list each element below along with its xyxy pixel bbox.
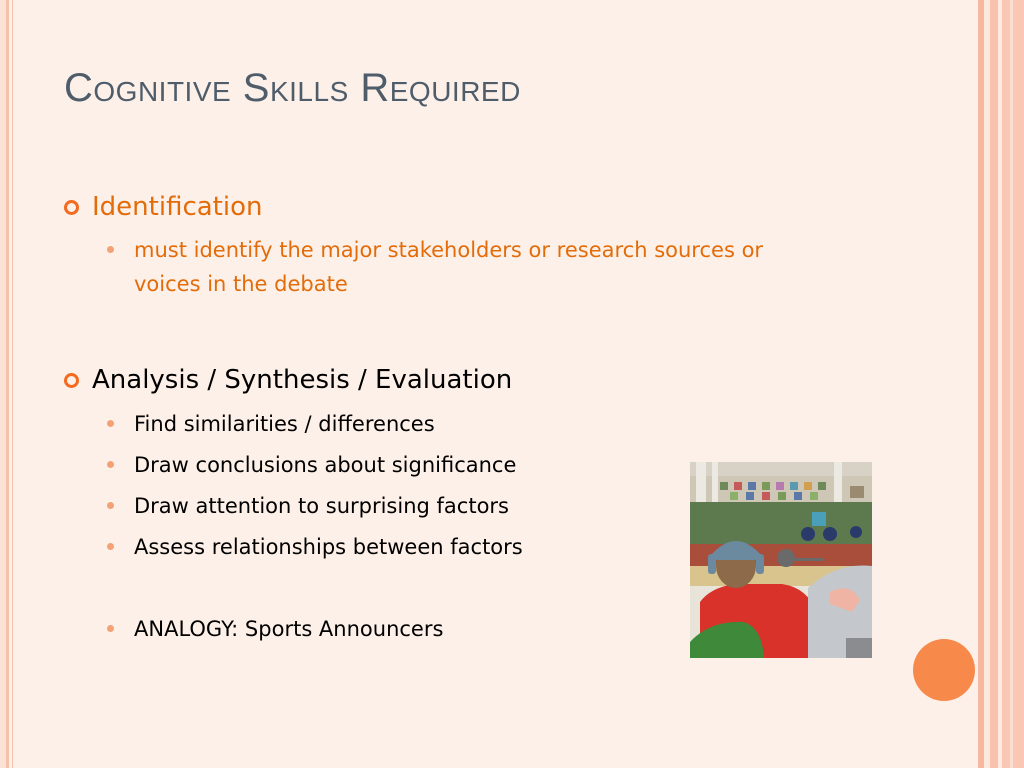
bullet-label: Identification xyxy=(92,192,263,222)
dot-bullet-icon xyxy=(107,246,114,253)
sub-bullet-text: Draw conclusions about significance xyxy=(134,453,517,477)
decorative-stripe xyxy=(1002,0,1024,768)
dot-bullet-icon xyxy=(107,420,114,427)
decorative-stripe xyxy=(1010,0,1013,768)
dot-bullet-icon xyxy=(107,502,114,509)
dot-bullet-icon xyxy=(107,461,114,468)
ring-bullet-icon xyxy=(64,200,79,215)
decorative-stripe xyxy=(990,0,998,768)
sub-bullet xyxy=(107,233,763,267)
sub-bullet-text: Assess relationships between factors xyxy=(134,535,523,559)
sub-bullet-text: Find similarities / differences xyxy=(134,412,435,436)
sub-bullet xyxy=(107,530,523,564)
dot-bullet-icon xyxy=(107,543,114,550)
slide-title: Cognitive Skills Required xyxy=(64,66,521,110)
sub-bullet xyxy=(107,489,509,523)
ring-bullet-icon xyxy=(64,373,79,388)
sub-bullet-text: ANALOGY: Sports Announcers xyxy=(134,617,444,641)
sports-announcer-clipart-icon xyxy=(690,462,872,658)
sub-bullet-text: must identify the major stakeholders or research sources or xyxy=(134,238,764,262)
sub-bullet-text: voices in the debate xyxy=(134,272,348,296)
sub-bullet-analogy xyxy=(107,612,443,646)
sub-bullet xyxy=(107,407,435,441)
bullet-identification xyxy=(64,191,262,223)
sub-bullet xyxy=(107,448,516,482)
left-edge-stripe xyxy=(6,0,9,768)
sub-bullet-continuation xyxy=(134,267,348,301)
sub-bullet-text: Draw attention to surprising factors xyxy=(134,494,509,518)
bullet-analysis xyxy=(64,364,512,396)
decorative-orange-circle xyxy=(913,639,975,701)
bullet-label: Analysis / Synthesis / Evaluation xyxy=(92,365,513,395)
dot-bullet-icon xyxy=(107,625,114,632)
